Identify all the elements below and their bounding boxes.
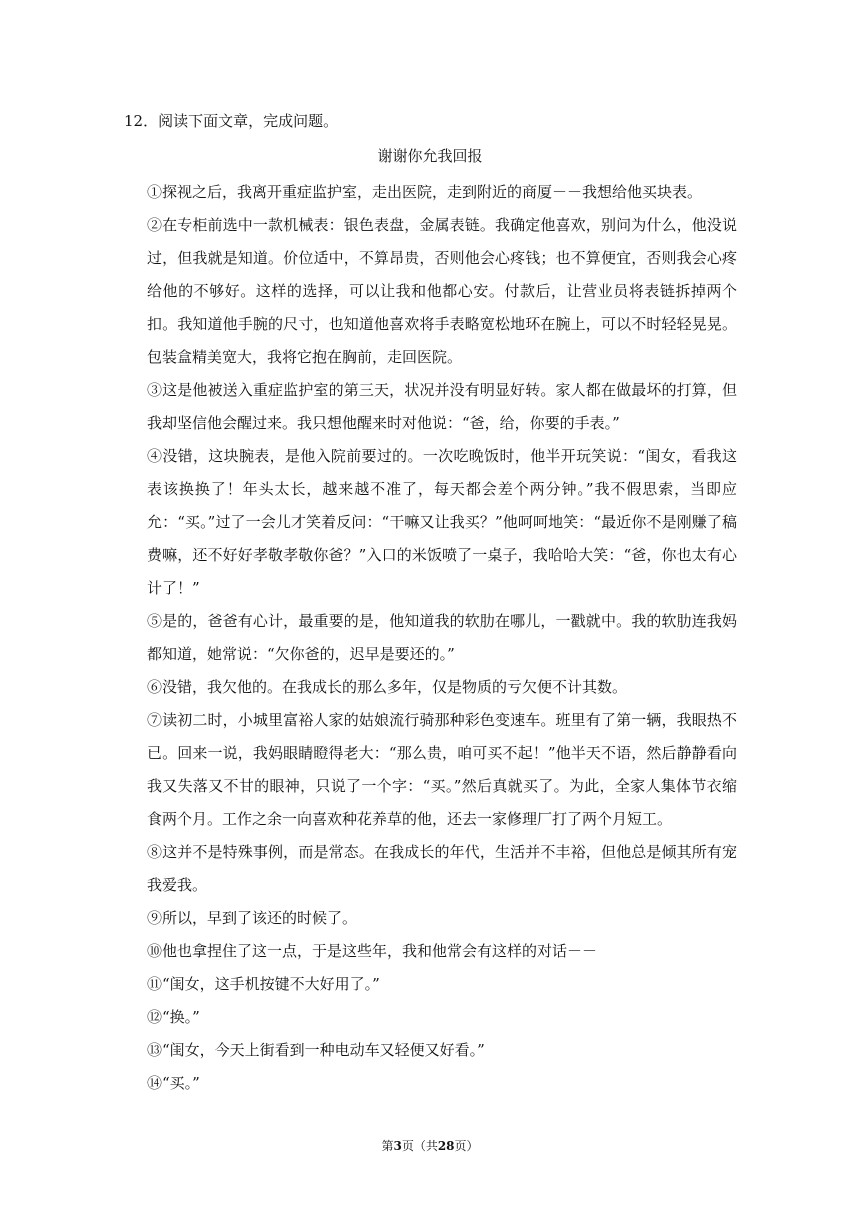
paragraph-7: ⑦读初二时，小城里富裕人家的姑娘流行骑那种彩色变速车。班里有了第一辆，我眼热不已。回来一说，我妈眼睛瞪得老大：“那么贵，咱可买不起！”他半天不语，然后静静看向我又失落又不甘的眼神，只说了一个字：“买。”然后真就买了。为此，全家人集体节衣缩食两个月。工作之余一向喜欢种花养草的他，还去一家修理厂打了两个月短工。 <box>147 711 737 828</box>
paragraph-4: ④没错，这块腕表，是他入院前要过的。一次吃晚饭时，他半开玩笑说：“闺女，看我这表该换换了！年头太长，越来越不准了，每天都会差个两分钟。”我不假思索，当即应允：“买。”过了一会儿才笑着反问：“干嘛又让我买？”他呵呵地笑：“最近你不是刚赚了稿费嘛，还不好好孝敬孝敬你爸？”入口的米饭喷了一桌子，我哈哈大笑：“爸，你也太有心计了！” <box>147 447 737 597</box>
footer-total-pages: 28 <box>437 1139 455 1153</box>
article-title: 谢谢你允我回报 <box>377 147 483 165</box>
footer-prefix: 第 <box>381 1139 394 1153</box>
paragraph-13: ⑬“闺女，今天上街看到一种电动车又轻便又好看。” <box>147 1041 485 1059</box>
footer-suffix: 页） <box>454 1139 479 1153</box>
paragraph-12: ⑫“换。” <box>147 1008 200 1026</box>
paragraph-14: ⑭“买。” <box>147 1074 200 1092</box>
paragraph-1: ①探视之后，我离开重症监护室，走出医院，走到附近的商厦－－我想给他买块表。 <box>147 183 703 201</box>
paragraph-11: ⑪“闺女，这手机按键不大好用了。” <box>147 975 380 993</box>
question-heading: 12．阅读下面文章，完成问题。 <box>124 112 339 130</box>
paragraph-3: ③这是他被送入重症监护室的第三天，状况并没有明显好转。家人都在做最坏的打算，但我却坚信他会醒过来。我只想他醒来时对他说：“爸，给，你要的手表。” <box>147 381 737 432</box>
paragraph-6: ⑥没错，我欠他的。在我成长的那么多年，仅是物质的亏欠便不计其数。 <box>147 678 628 696</box>
paragraph-9: ⑨所以，早到了该还的时候了。 <box>147 909 358 927</box>
paragraph-10: ⑩他也拿捏住了这一点，于是这些年，我和他常会有这样的对话－－ <box>147 942 598 960</box>
paragraph-8: ⑧这并不是特殊事例，而是常态。在我成长的年代，生活并不丰裕，但他总是倾其所有宠我爱我。 <box>147 843 737 894</box>
paragraph-2: ②在专柜前选中一款机械表：银色表盘，金属表链。我确定他喜欢，别问为什么，他没说过，但我就是知道。价位适中，不算昂贵，否则他会心疼钱；也不算便宜，否则我会心疼给他的不够好。这样的选择，可以让我和他都心安。付款后，让营业员将表链拆掉两个扣。我知道他手腕的尺寸，也知道他喜欢将手表略宽松地环在腕上，可以不时轻轻晃晃。包装盒精美宽大，我将它抱在胸前，走回医院。 <box>147 216 737 366</box>
page-number-footer <box>0 1138 860 1154</box>
footer-middle: 页（共 <box>401 1139 438 1153</box>
article-body <box>147 176 737 1100</box>
paragraph-5: ⑤是的，爸爸有心计，最重要的是，他知道我的软肋在哪儿，一戳就中。我的软肋连我妈都知道，她常说：“欠你爸的，迟早是要还的。” <box>147 612 737 663</box>
footer-current-page: 3 <box>393 1139 402 1153</box>
